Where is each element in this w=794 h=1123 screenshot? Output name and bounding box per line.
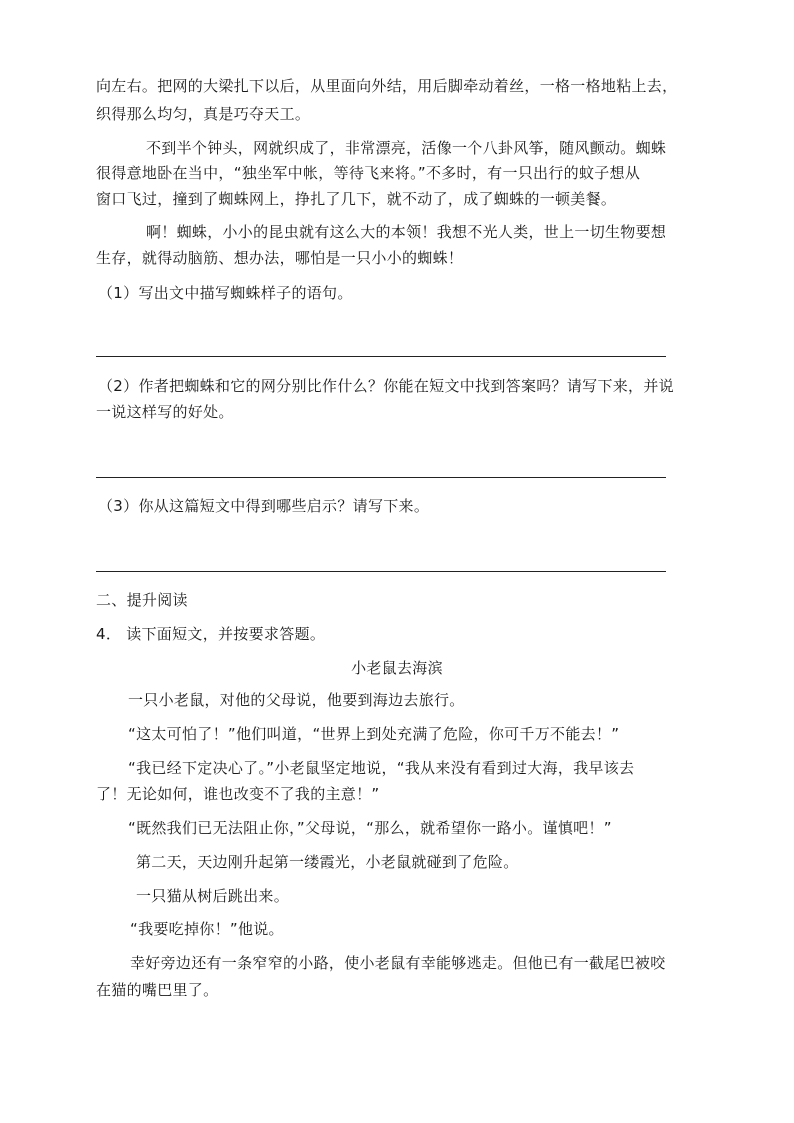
- story-line: 幸好旁边还有一条窄窄的小路，使小老鼠有幸能够逃走。但他已有一截尾巴被咬: [130, 954, 666, 972]
- story-line: “我要吃掉你！”他说。: [130, 920, 284, 938]
- story-line: 在猫的嘴巴里了。: [96, 981, 219, 999]
- story-line: “既然我们已无法阻止你，”父母说，“那么，就希望你一路小。谨慎吧！”: [128, 819, 612, 837]
- story-line: 一只小老鼠，对他的父母说，他要到海边去旅行。: [128, 691, 465, 709]
- story-title: 小老鼠去海滨: [351, 659, 443, 677]
- passage-line: 生存，就得动脑筋、想办法，哪怕是一只小小的蜘蛛！: [96, 249, 464, 267]
- question-2: （2）作者把蜘蛛和它的网分别比作什么？你能在短文中找到答案吗？请写下来，并说: [98, 377, 674, 395]
- answer-line-1[interactable]: [96, 356, 666, 357]
- question-1: （1）写出文中描写蜘蛛样子的语句。: [98, 284, 353, 302]
- passage-line: 织得那么均匀，真是巧夺天工。: [96, 105, 311, 123]
- instruction: 4． 读下面短文，并按要求答题。: [96, 625, 326, 643]
- section-heading: 二、提升阅读: [96, 591, 188, 609]
- passage-line: 窗口飞过，撞到了蜘蛛网上，挣扎了几下，就不动了，成了蜘蛛的一顿美餐。: [96, 190, 617, 208]
- passage-line: 向左右。把网的大梁扎下以后，从里面向外结，用后脚牵动着丝，一格一格地粘上去，: [96, 77, 678, 95]
- passage-line: 很得意地卧在当中，“独坐军中帐，等待飞来将。”不多时，有一只出行的蚊子想从: [96, 164, 641, 182]
- story-line: “这太可怕了！”他们叫道，“世界上到处充满了危险，你可千万不能去！”: [128, 725, 620, 743]
- story-line: 一只猫从树后跳出来。: [136, 887, 290, 905]
- answer-line-2[interactable]: [96, 477, 666, 478]
- passage-line: 啊！蜘蛛，小小的昆虫就有这么大的本领！我想不光人类，世上一切生物要想: [146, 223, 667, 241]
- question-2-continued: 一说这样写的好处。: [96, 403, 234, 421]
- passage-line: 不到半个钟头，网就织成了，非常漂亮，活像一个八卦风筝，随风颤动。蜘蛛: [146, 139, 667, 157]
- story-line: 了！无论如何，谁也改变不了我的主意！”: [96, 785, 380, 803]
- story-line: “我已经下定决心了。”小老鼠坚定地说，“我从来没有看到过大海，我早该去: [128, 759, 635, 777]
- question-3: （3）你从这篇短文中得到哪些启示？请写下来。: [98, 497, 430, 515]
- story-line: 第二天，天边刚升起第一缕霞光，小老鼠就碰到了危险。: [136, 853, 519, 871]
- answer-line-3[interactable]: [96, 571, 666, 572]
